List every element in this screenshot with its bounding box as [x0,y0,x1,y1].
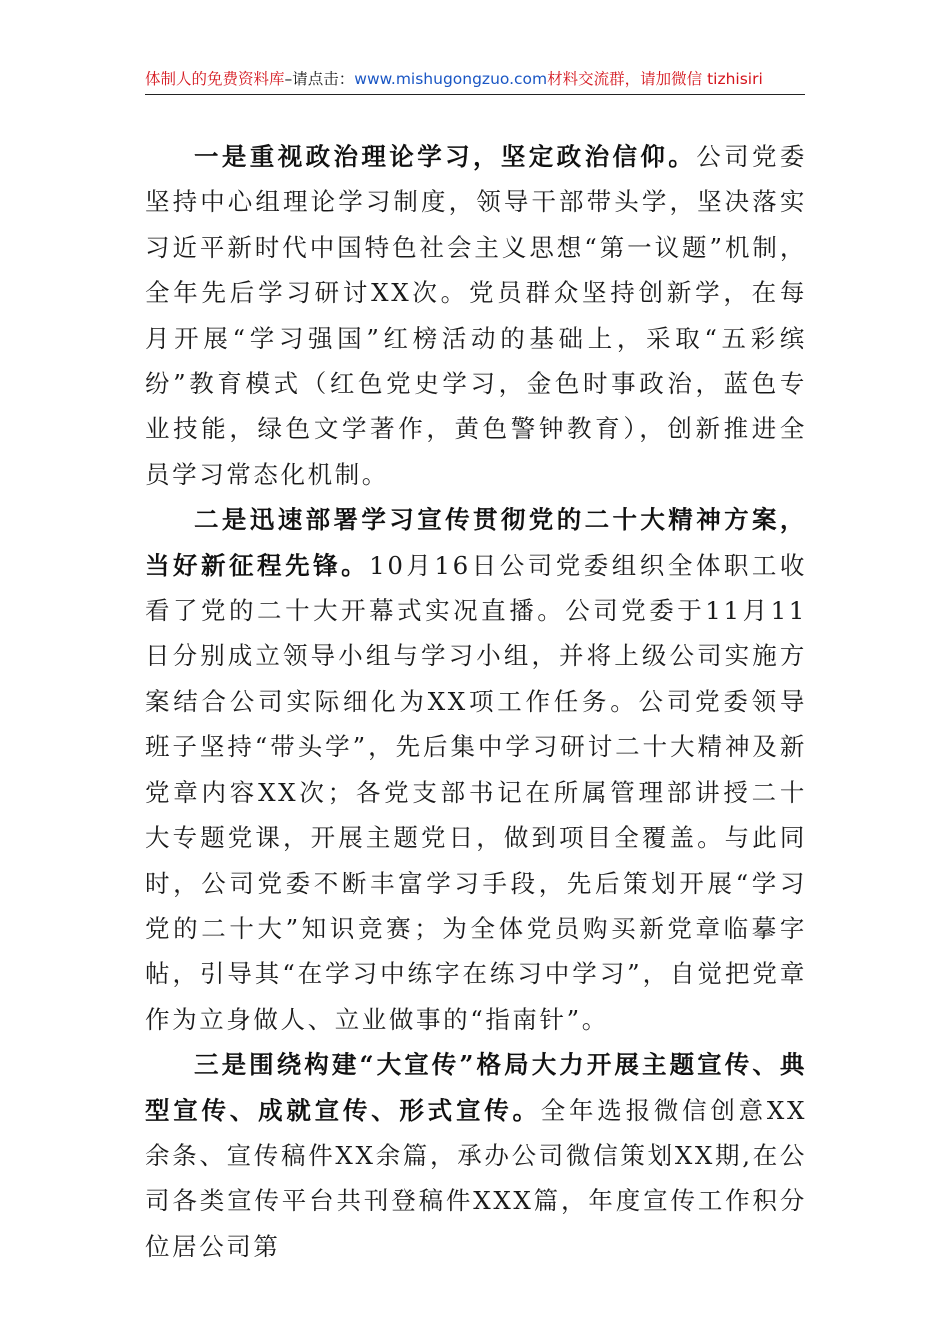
paragraph-1-text: 公司党委坚持中心组理论学习制度，领导干部带头学，坚决落实习近平新时代中国特色社会主义思想“第一议题”机制，全年先后学习研讨XX次。党员群众坚持创新学，在每月开展“学习强国”红榜活动的基础上，采取“五彩缤纷”教育模式（红色党史学习，金色时事政治，蓝色专业技能，绿色文学著作，黄色警钟教育），创新推进全员学习常态化机制。 [145,142,807,489]
paragraph-2 [145,497,807,1042]
document-body [145,134,807,1269]
paragraph-1 [145,134,807,497]
paragraph-2-heading: 二是迅速部署学习宣传贯彻党的二十大精神方案，当好新征程先锋。 [145,505,807,580]
paragraph-2-text: 10月16日公司党委组织全体职工收看了党的二十大开幕式实况直播。公司党委于11月11日分别成立领导小组与学习小组，并将上级公司实施方案结合公司实际细化为XX项工作任务。公司党委领导班子坚持“带头学”，先后集中学习研讨二十大精神及新党章内容XX次；各党支部书记在所属管理部讲授二十大专题党课，开展主题党日，做到项目全覆盖。与此同时，公司党委不断丰富学习手段，先后策划开展“学习党的二十大”知识竞赛；为全体党员购买新党章临摹字帖，引导其“在学习中练字在练习中学习”，自觉把党章作为立身做人、立业做事的“指南针”。 [145,550,807,1034]
header-site-name[interactable]: 体制人的免费资料库 [145,70,285,88]
header-url-link[interactable]: www.mishugongzuo.com [354,70,548,88]
header-contact-text: 材料交流群，请加微信 tizhisiri [547,70,763,88]
paragraph-1-heading: 一是重视政治理论学习，坚定政治信仰。 [194,142,697,171]
paragraph-3-heading: 三是围绕构建“大宣传”格局大力开展主题宣传、典型宣传、成就宣传、形式宣传。 [145,1050,807,1125]
header-prompt: –请点击： [284,70,355,88]
paragraph-3 [145,1042,807,1269]
page-header [145,64,805,95]
paragraph-3-text: 全年选报微信创意XX余条、宣传稿件XX余篇，承办公司微信策划XX期,在公司各类宣传平台共刊登稿件XXX篇，年度宣传工作积分位居公司第 [145,1095,807,1261]
